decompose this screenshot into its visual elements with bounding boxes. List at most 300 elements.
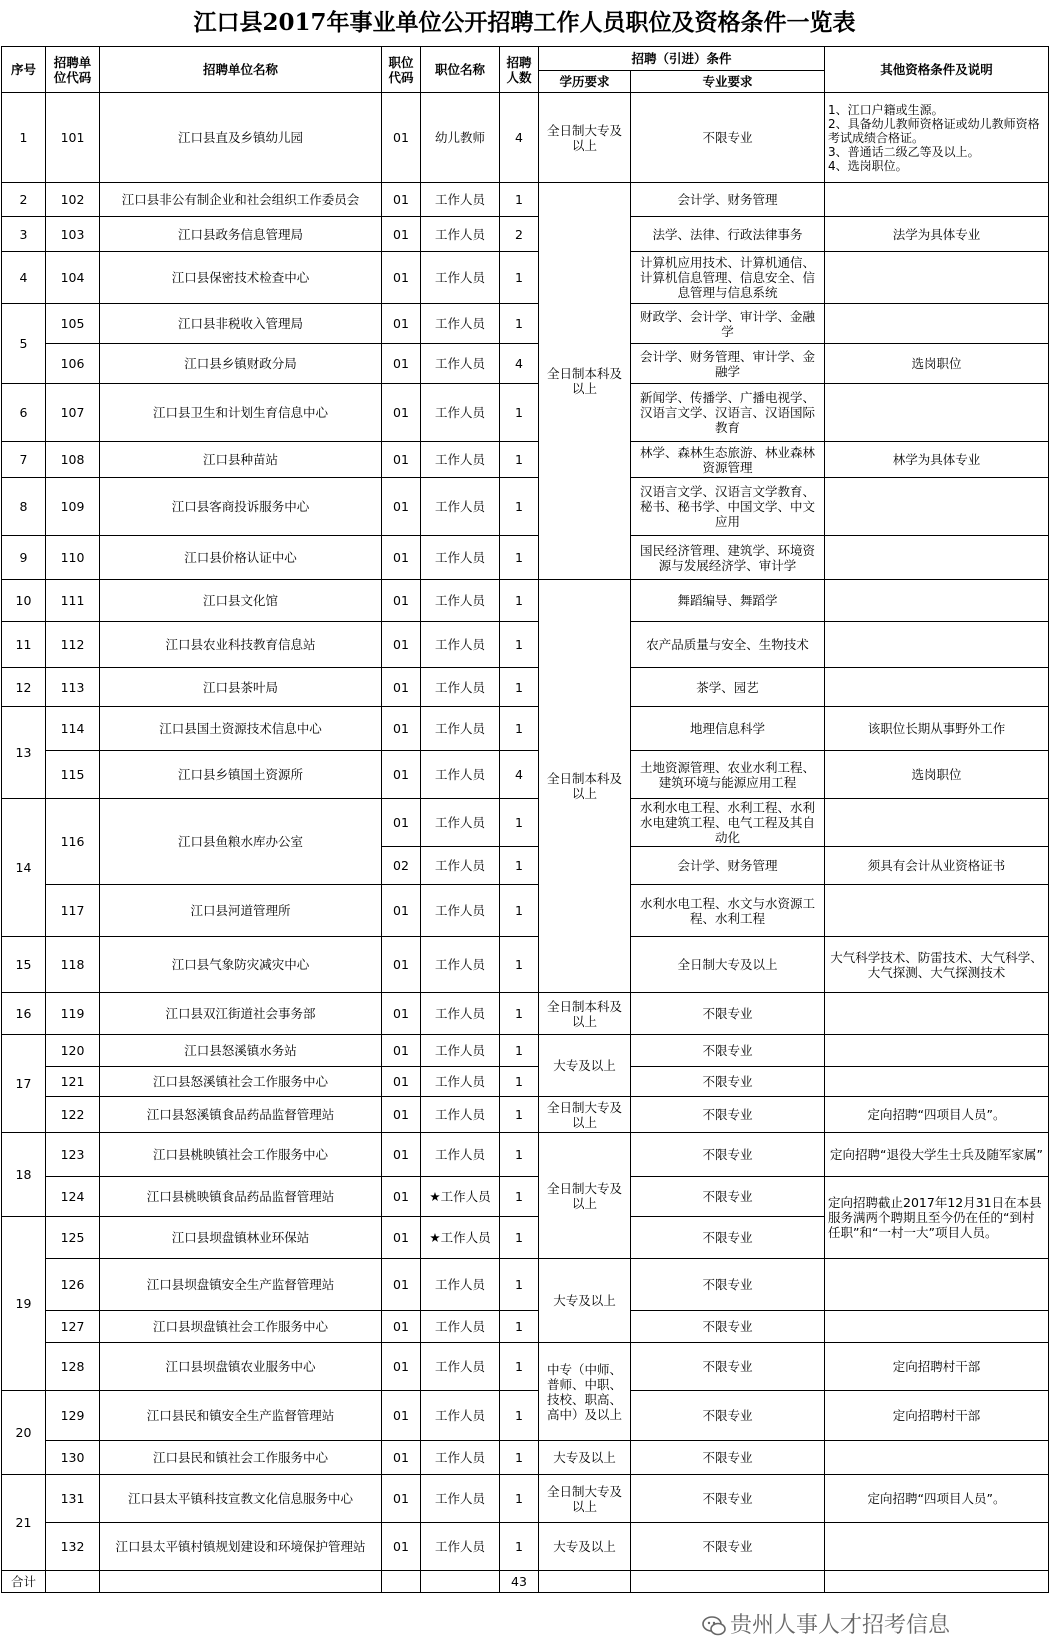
cell-count: 1: [500, 1217, 539, 1259]
header-pos-name: 职位名称: [421, 47, 500, 93]
cell-count: 1: [500, 183, 539, 217]
cell-pos-name: 工作人员: [421, 622, 500, 668]
table-row: [2, 799, 1049, 847]
cell-unit-name: 江口县乡镇国土资源所: [100, 751, 382, 799]
cell-pos-code: 01: [382, 1177, 421, 1217]
cell-other: [825, 1035, 1049, 1067]
cell-unit-name: 江口县坝盘镇安全生产监督管理站: [100, 1259, 382, 1311]
cell-count: 1: [500, 885, 539, 937]
empty-cell: [631, 1571, 825, 1593]
cell-unit-name: 江口县直及乡镇幼儿园: [100, 93, 382, 183]
cell-unit-code: 105: [46, 304, 100, 344]
header-education: 学历要求: [539, 71, 631, 93]
cell-unit-name: 江口县双江街道社会事务部: [100, 993, 382, 1035]
cell-unit-name: 江口县怒溪镇水务站: [100, 1035, 382, 1067]
cell-count: 1: [500, 1035, 539, 1067]
table-row: [2, 751, 1049, 799]
cell-pos-code: 01: [382, 707, 421, 751]
cell-pos-code: 01: [382, 442, 421, 478]
cell-unit-name: 江口县国土资源技术信息中心: [100, 707, 382, 751]
cell-other: [825, 536, 1049, 580]
cell-pos-code: 01: [382, 252, 421, 304]
cell-education: 大专及以上: [539, 1441, 631, 1475]
cell-other: [825, 1259, 1049, 1311]
cell-seq: 14: [2, 799, 46, 937]
cell-pos-name: ★工作人员: [421, 1177, 500, 1217]
cell-major: 不限专业: [631, 1391, 825, 1441]
cell-major: 不限专业: [631, 1217, 825, 1259]
cell-count: 1: [500, 1259, 539, 1311]
cell-unit-code: 112: [46, 622, 100, 668]
table-row: [2, 252, 1049, 304]
cell-pos-name: 工作人员: [421, 1259, 500, 1311]
cell-pos-code: 01: [382, 885, 421, 937]
table-row: [2, 1441, 1049, 1475]
cell-unit-name: 江口县非税收入管理局: [100, 304, 382, 344]
cell-seq: 5: [2, 304, 46, 384]
cell-unit-name: 江口县坝盘镇社会工作服务中心: [100, 1311, 382, 1343]
cell-unit-code: 113: [46, 668, 100, 707]
cell-other: [825, 1067, 1049, 1097]
cell-major: 财政学、会计学、审计学、金融学: [631, 304, 825, 344]
cell-unit-name: 江口县气象防灾减灾中心: [100, 937, 382, 993]
cell-education: 全日制大专及以上: [631, 937, 825, 993]
cell-pos-name: 工作人员: [421, 937, 500, 993]
cell-pos-code: 01: [382, 668, 421, 707]
cell-unit-name: 江口县卫生和计划生育信息中心: [100, 384, 382, 442]
cell-seq: 16: [2, 993, 46, 1035]
cell-unit-code: 127: [46, 1311, 100, 1343]
cell-unit-name: 江口县茶叶局: [100, 668, 382, 707]
table-row: [2, 1343, 1049, 1391]
table-row: [2, 1259, 1049, 1311]
cell-pos-code: 01: [382, 536, 421, 580]
cell-pos-name: 工作人员: [421, 252, 500, 304]
cell-other: 定向招聘“四项目人员”。: [825, 1097, 1049, 1133]
empty-cell: [100, 1571, 382, 1593]
cell-unit-code: 132: [46, 1523, 100, 1571]
cell-other: [825, 478, 1049, 536]
cell-education: 全日制本科及以上: [539, 580, 631, 993]
cell-pos-name: ★工作人员: [421, 1217, 500, 1259]
cell-unit-name: 江口县桃映镇社会工作服务中心: [100, 1133, 382, 1177]
table-row: [2, 885, 1049, 937]
cell-unit-name: 江口县桃映镇食品药品监督管理站: [100, 1177, 382, 1217]
table-row: [2, 1475, 1049, 1523]
cell-pos-code: 01: [382, 799, 421, 847]
cell-seq: 11: [2, 622, 46, 668]
cell-major: 不限专业: [631, 1343, 825, 1391]
cell-major: 不限专业: [631, 1259, 825, 1311]
cell-pos-name: 工作人员: [421, 304, 500, 344]
cell-pos-code: 01: [382, 1097, 421, 1133]
cell-pos-name: 工作人员: [421, 1523, 500, 1571]
cell-major: 林学、森林生态旅游、林业森林资源管理: [631, 442, 825, 478]
cell-unit-name: 江口县文化馆: [100, 580, 382, 622]
cell-other: [825, 580, 1049, 622]
cell-pos-name: 工作人员: [421, 344, 500, 384]
cell-unit-code: 108: [46, 442, 100, 478]
cell-pos-name: 工作人员: [421, 885, 500, 937]
header-conditions: 招聘（引进）条件: [539, 47, 825, 71]
cell-unit-code: 123: [46, 1133, 100, 1177]
cell-education: 大专及以上: [539, 1035, 631, 1097]
cell-pos-name: 工作人员: [421, 1311, 500, 1343]
cell-seq: 10: [2, 580, 46, 622]
cell-other: 须具有会计从业资格证书: [825, 847, 1049, 885]
cell-other: [825, 885, 1049, 937]
table-row: [2, 622, 1049, 668]
cell-seq: 18: [2, 1133, 46, 1217]
cell-major: 会计学、财务管理、审计学、金融学: [631, 344, 825, 384]
cell-major: 茶学、园艺: [631, 668, 825, 707]
table-row: [2, 993, 1049, 1035]
cell-major: 地理信息科学: [631, 707, 825, 751]
cell-unit-code: 110: [46, 536, 100, 580]
cell-unit-code: 121: [46, 1067, 100, 1097]
cell-unit-code: 103: [46, 217, 100, 252]
cell-pos-name: 工作人员: [421, 668, 500, 707]
cell-other: [825, 1311, 1049, 1343]
cell-other: 定向招聘村干部: [825, 1391, 1049, 1441]
cell-pos-code: 01: [382, 1475, 421, 1523]
table-row: [2, 1523, 1049, 1571]
cell-major: 水利水电工程、水利工程、水利水电建筑工程、电气工程及其自动化: [631, 799, 825, 847]
cell-other: [825, 384, 1049, 442]
header-seq: 序号: [2, 47, 46, 93]
table-row: [2, 1133, 1049, 1177]
cell-major: 会计学、财务管理: [631, 847, 825, 885]
cell-pos-name: 工作人员: [421, 183, 500, 217]
cell-seq: 17: [2, 1035, 46, 1133]
cell-major: 不限专业: [631, 1067, 825, 1097]
cell-unit-name: 江口县政务信息管理局: [100, 217, 382, 252]
cell-count: 1: [500, 1177, 539, 1217]
cell-major: 舞蹈编导、舞蹈学: [631, 580, 825, 622]
cell-count: 1: [500, 536, 539, 580]
cell-major: 大气科学技术、防雷技术、大气科学、大气探测、大气探测技术: [825, 937, 1049, 993]
cell-pos-name: 工作人员: [421, 442, 500, 478]
cell-pos-name: 工作人员: [421, 993, 500, 1035]
cell-pos-name: 工作人员: [421, 1475, 500, 1523]
cell-unit-code: 120: [46, 1035, 100, 1067]
cell-other: 法学为具体专业: [825, 217, 1049, 252]
table-row: [2, 1391, 1049, 1441]
cell-seq: 1: [2, 93, 46, 183]
cell-unit-code: 125: [46, 1217, 100, 1259]
header-major: 专业要求: [631, 71, 825, 93]
cell-other: 1、江口户籍或生源。 2、具备幼儿教师资格证或幼儿教师资格考试成绩合格证。 3、普通话二级乙等及以上。 4、选岗职位。: [825, 93, 1049, 183]
cell-pos-code: 01: [382, 1391, 421, 1441]
cell-major: 法学、法律、行政法律事务: [631, 217, 825, 252]
cell-unit-code: 106: [46, 344, 100, 384]
cell-count: 1: [500, 478, 539, 536]
cell-seq: 19: [2, 1217, 46, 1391]
cell-count: 1: [500, 1391, 539, 1441]
cell-other: [825, 668, 1049, 707]
cell-pos-code: 01: [382, 580, 421, 622]
header-count: 招聘人数: [500, 47, 539, 93]
cell-major: 国民经济管理、建筑学、环境资源与发展经济学、审计学: [631, 536, 825, 580]
cell-major: 土地资源管理、农业水利工程、建筑环境与能源应用工程: [631, 751, 825, 799]
cell-pos-code: 01: [382, 993, 421, 1035]
cell-other: [825, 1441, 1049, 1475]
cell-pos-name: 工作人员: [421, 1343, 500, 1391]
cell-pos-name: 幼儿教师: [421, 93, 500, 183]
cell-unit-code: 117: [46, 885, 100, 937]
cell-pos-code: 01: [382, 1343, 421, 1391]
cell-pos-code: 01: [382, 1067, 421, 1097]
cell-unit-name: 江口县怒溪镇食品药品监督管理站: [100, 1097, 382, 1133]
cell-unit-name: 江口县鱼粮水库办公室: [100, 799, 382, 885]
cell-major: 会计学、财务管理: [631, 183, 825, 217]
cell-unit-code: 115: [46, 751, 100, 799]
cell-education: 全日制大专及以上: [539, 93, 631, 183]
empty-cell: [539, 1571, 631, 1593]
table-row: [2, 1067, 1049, 1097]
cell-unit-code: 107: [46, 384, 100, 442]
cell-education: 大专及以上: [539, 1259, 631, 1343]
cell-unit-code: 116: [46, 799, 100, 885]
table-row: [2, 478, 1049, 536]
cell-unit-name: 江口县非公有制企业和社会组织工作委员会: [100, 183, 382, 217]
cell-other: [825, 252, 1049, 304]
cell-pos-code: 01: [382, 1133, 421, 1177]
cell-education: 全日制大专及以上: [539, 1097, 631, 1133]
cell-count: 4: [500, 93, 539, 183]
cell-other: 选岗职位: [825, 344, 1049, 384]
cell-unit-name: 江口县种苗站: [100, 442, 382, 478]
cell-count: 1: [500, 993, 539, 1035]
cell-pos-code: 01: [382, 478, 421, 536]
cell-other: 林学为具体专业: [825, 442, 1049, 478]
cell-pos-code: 02: [382, 847, 421, 885]
cell-education: 大专及以上: [539, 1523, 631, 1571]
cell-unit-name: 江口县太平镇村镇规划建设和环境保护管理站: [100, 1523, 382, 1571]
cell-count: 1: [500, 580, 539, 622]
cell-seq: 15: [2, 937, 46, 993]
cell-education: 全日制本科及以上: [539, 183, 631, 580]
cell-seq: 20: [2, 1391, 46, 1475]
cell-count: 1: [500, 1067, 539, 1097]
cell-pos-name: 工作人员: [421, 1441, 500, 1475]
empty-cell: [382, 1571, 421, 1593]
cell-other: [825, 799, 1049, 847]
empty-cell: [46, 1571, 100, 1593]
cell-seq: 7: [2, 442, 46, 478]
cell-seq: 6: [2, 384, 46, 442]
cell-seq: 4: [2, 252, 46, 304]
cell-pos-name: 工作人员: [421, 384, 500, 442]
cell-seq: 3: [2, 217, 46, 252]
table-row: [2, 1035, 1049, 1067]
cell-pos-name: 工作人员: [421, 751, 500, 799]
cell-unit-name: 江口县坝盘镇林业环保站: [100, 1217, 382, 1259]
cell-unit-code: 130: [46, 1441, 100, 1475]
cell-pos-code: 01: [382, 304, 421, 344]
header-other: 其他资格条件及说明: [825, 47, 1049, 93]
recruitment-table: [1, 46, 1049, 1593]
cell-unit-code: 131: [46, 1475, 100, 1523]
cell-unit-code: 102: [46, 183, 100, 217]
cell-unit-name: 江口县坝盘镇农业服务中心: [100, 1343, 382, 1391]
cell-unit-code: 111: [46, 580, 100, 622]
cell-pos-name: 工作人员: [421, 799, 500, 847]
cell-education: 全日制本科及以上: [539, 993, 631, 1035]
cell-major: 汉语言文学、汉语言文学教育、秘书、秘书学、中国文学、中文应用: [631, 478, 825, 536]
cell-count: 1: [500, 1311, 539, 1343]
total-row: [2, 1571, 1049, 1593]
cell-unit-code: 119: [46, 993, 100, 1035]
table-row: [2, 1311, 1049, 1343]
cell-pos-name: 工作人员: [421, 1035, 500, 1067]
watermark-text: 贵州人事人才招考信息: [730, 1613, 951, 1638]
table-row: [2, 580, 1049, 622]
cell-count: 1: [500, 304, 539, 344]
table-row: [2, 217, 1049, 252]
cell-major: 不限专业: [631, 1475, 825, 1523]
cell-pos-code: 01: [382, 1441, 421, 1475]
cell-pos-code: 01: [382, 344, 421, 384]
cell-major: 不限专业: [631, 1097, 825, 1133]
cell-education: 全日制大专及以上: [539, 1475, 631, 1523]
cell-pos-name: 工作人员: [421, 478, 500, 536]
cell-major: 不限专业: [631, 1035, 825, 1067]
cell-pos-name: 工作人员: [421, 1067, 500, 1097]
cell-major: 不限专业: [631, 1311, 825, 1343]
cell-count: 1: [500, 668, 539, 707]
cell-seq: 9: [2, 536, 46, 580]
cell-pos-name: 工作人员: [421, 1097, 500, 1133]
cell-unit-name: 江口县太平镇科技宣教文化信息服务中心: [100, 1475, 382, 1523]
table-row: [2, 536, 1049, 580]
header-row: [2, 47, 1049, 71]
cell-count: 1: [500, 252, 539, 304]
cell-pos-name: 工作人员: [421, 1133, 500, 1177]
cell-pos-name: 工作人员: [421, 580, 500, 622]
cell-count: 4: [500, 344, 539, 384]
cell-unit-code: 126: [46, 1259, 100, 1311]
cell-major: 农产品质量与安全、生物技术: [631, 622, 825, 668]
cell-seq: 12: [2, 668, 46, 707]
watermark: [702, 1608, 950, 1639]
table-row: [2, 442, 1049, 478]
cell-unit-code: 128: [46, 1343, 100, 1391]
chat-bubble-icon: [702, 1615, 726, 1637]
cell-pos-code: 01: [382, 1523, 421, 1571]
cell-count: 1: [500, 1343, 539, 1391]
cell-unit-code: 104: [46, 252, 100, 304]
cell-unit-name: 江口县民和镇社会工作服务中心: [100, 1441, 382, 1475]
table-row: [2, 304, 1049, 344]
cell-unit-name: 江口县河道管理所: [100, 885, 382, 937]
cell-unit-name: 江口县乡镇财政分局: [100, 344, 382, 384]
cell-count: 1: [500, 707, 539, 751]
cell-unit-code: 114: [46, 707, 100, 751]
cell-pos-code: 01: [382, 622, 421, 668]
cell-unit-name: 江口县怒溪镇社会工作服务中心: [100, 1067, 382, 1097]
cell-pos-code: 01: [382, 1217, 421, 1259]
page-title: 江口县2017年事业单位公开招聘工作人员职位及资格条件一览表: [193, 9, 856, 36]
cell-other: 定向招聘“四项目人员”。: [825, 1475, 1049, 1523]
cell-pos-name: 工作人员: [421, 1391, 500, 1441]
cell-count: 1: [500, 1097, 539, 1133]
cell-major: 新闻学、传播学、广播电视学、汉语言文学、汉语言、汉语国际教育: [631, 384, 825, 442]
cell-count: 1: [500, 1133, 539, 1177]
cell-pos-code: 01: [382, 751, 421, 799]
table-row: [2, 1097, 1049, 1133]
header-pos-code: 职位代码: [382, 47, 421, 93]
cell-pos-code: 01: [382, 1311, 421, 1343]
cell-pos-name: 工作人员: [421, 707, 500, 751]
cell-pos-name: 工作人员: [421, 847, 500, 885]
cell-unit-code: 118: [46, 937, 100, 993]
table-row: [2, 93, 1049, 183]
cell-pos-code: 01: [382, 1035, 421, 1067]
cell-unit-code: 129: [46, 1391, 100, 1441]
cell-count: 1: [500, 442, 539, 478]
cell-pos-code: 01: [382, 1259, 421, 1311]
header-unit-name: 招聘单位名称: [100, 47, 382, 93]
cell-count: 1: [500, 1523, 539, 1571]
cell-pos-code: 01: [382, 93, 421, 183]
cell-count: 4: [500, 751, 539, 799]
cell-unit-name: 江口县客商投诉服务中心: [100, 478, 382, 536]
cell-count: 1: [500, 622, 539, 668]
table-row: [2, 668, 1049, 707]
cell-count: 1: [500, 799, 539, 847]
cell-count: 1: [500, 1441, 539, 1475]
cell-unit-name: 江口县农业科技教育信息站: [100, 622, 382, 668]
empty-cell: [421, 1571, 500, 1593]
cell-other: 定向招聘村干部: [825, 1343, 1049, 1391]
cell-seq: 21: [2, 1475, 46, 1571]
table-row: [2, 384, 1049, 442]
cell-education: 全日制大专及以上: [539, 1133, 631, 1259]
cell-count: 1: [500, 1475, 539, 1523]
cell-count: 2: [500, 217, 539, 252]
cell-major: 水利水电工程、水文与水资源工程、水利工程: [631, 885, 825, 937]
table-row: [2, 183, 1049, 217]
cell-other: [825, 304, 1049, 344]
cell-seq: 13: [2, 707, 46, 799]
cell-count: 1: [500, 384, 539, 442]
total-count: 43: [500, 1571, 539, 1593]
cell-major: 计算机应用技术、计算机通信、计算机信息管理、信息安全、信息管理与信息系统: [631, 252, 825, 304]
cell-unit-name: 江口县价格认证中心: [100, 536, 382, 580]
cell-other: 该职位长期从事野外工作: [825, 707, 1049, 751]
cell-pos-code: 01: [382, 217, 421, 252]
cell-pos-code: 01: [382, 384, 421, 442]
cell-unit-name: 江口县保密技术检查中心: [100, 252, 382, 304]
cell-pos-name: 工作人员: [421, 536, 500, 580]
total-label: 合计: [2, 1571, 46, 1593]
cell-other: 定向招聘“退役大学生士兵及随军家属”: [825, 1133, 1049, 1177]
cell-major: 不限专业: [631, 1177, 825, 1217]
cell-major: 不限专业: [631, 1523, 825, 1571]
cell-education: 中专（中师、普师、中职、技校、职高、高中）及以上: [539, 1343, 631, 1441]
cell-other: [825, 183, 1049, 217]
cell-seq: 8: [2, 478, 46, 536]
header-unit-code: 招聘单位代码: [46, 47, 100, 93]
cell-other: [825, 622, 1049, 668]
cell-other: 选岗职位: [825, 751, 1049, 799]
cell-other: [825, 993, 1049, 1035]
cell-pos-code: 01: [382, 937, 421, 993]
cell-major: 不限专业: [631, 93, 825, 183]
cell-major: 不限专业: [631, 1441, 825, 1475]
cell-unit-code: 101: [46, 93, 100, 183]
